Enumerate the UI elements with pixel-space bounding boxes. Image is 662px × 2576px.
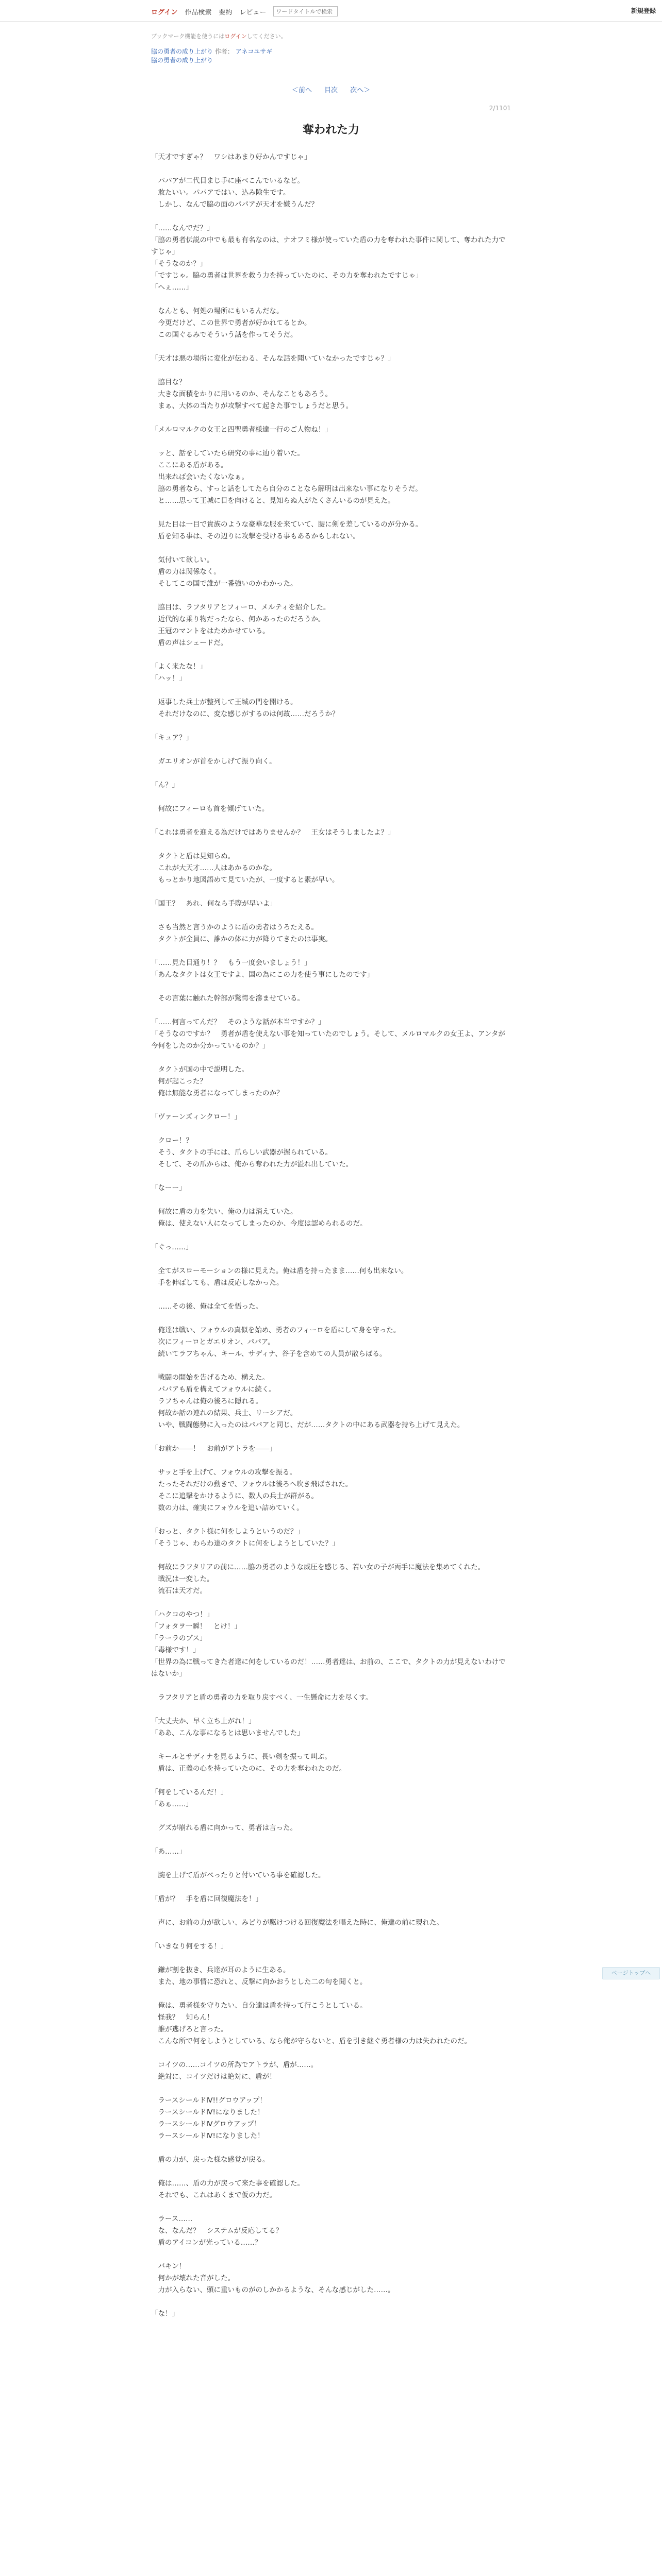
body-paragraph — [151, 2142, 511, 2154]
body-paragraph: 「お前か――！ お前がアトラを――」 — [151, 1445, 276, 1453]
body-paragraph — [151, 886, 511, 898]
body-paragraph: 盾の声はシェードだ。 — [151, 639, 228, 647]
body-paragraph: バキン！ — [151, 2262, 186, 2270]
nav-review-link[interactable]: レビュー — [239, 8, 267, 16]
body-paragraph — [151, 543, 511, 554]
body-paragraph — [151, 1988, 511, 2000]
body-paragraph: ガエリオンが首をかしげて振り向く。 — [151, 757, 276, 766]
body-paragraph — [151, 2296, 511, 2308]
body-paragraph — [151, 1953, 511, 1964]
body-paragraph — [151, 211, 511, 223]
body-paragraph: 今更だけど、この世界で勇者が好かれてるとか。 — [151, 319, 311, 327]
body-paragraph: ラースシールドⅣ!になりました！ — [151, 2132, 264, 2140]
prev-chapter-link[interactable]: ＜前へ — [291, 87, 312, 94]
body-paragraph — [151, 1775, 511, 1787]
body-paragraph: 何かが壊れた音がした。 — [151, 2274, 235, 2282]
body-paragraph: 「盾が？ 手を盾に回復魔法を！」 — [151, 1895, 262, 1903]
body-paragraph: 盾の力が、戻った様な感覚が戻る。 — [151, 2156, 270, 2164]
body-paragraph: 気付いて欲しい。 — [151, 556, 214, 564]
body-paragraph: 出来れば会いたくないなぁ。 — [151, 473, 249, 481]
body-paragraph — [151, 1550, 511, 1562]
body-paragraph: しかし、なんで脇の面のパパアが天才を嫌うんだ？ — [151, 200, 318, 209]
top-navigation — [0, 0, 662, 22]
body-paragraph: 「あんなタクトは女王ですよ、国の為にこの力を使う事にしたのです」 — [151, 971, 374, 979]
body-paragraph: と……思って王城に目を向けると、見知らぬ人がたくさんいるのが見えた。 — [151, 497, 395, 505]
body-paragraph: キールとサディナを見るように、長い剣を振って叫ぶ。 — [151, 1753, 332, 1761]
body-paragraph — [151, 1099, 511, 1111]
body-paragraph — [151, 768, 511, 779]
body-paragraph: これが大天才……人はあかるのかな。 — [151, 864, 276, 872]
body-paragraph — [151, 981, 511, 993]
body-paragraph: ッと、話をしていたら研究の事に辿り着いた。 — [151, 449, 304, 457]
body-paragraph — [151, 2083, 511, 2095]
toc-link[interactable]: 目次 — [324, 87, 338, 94]
body-paragraph — [151, 910, 511, 922]
body-paragraph: 大きな面積をかりに用いるのか、そんなこともあろう。 — [151, 390, 332, 398]
body-paragraph — [151, 1810, 511, 1822]
nav-login-link[interactable]: ログイン — [151, 8, 178, 16]
body-paragraph — [151, 945, 511, 957]
body-paragraph: 「フォタヲ一瞬！ とけ！」 — [151, 1622, 241, 1631]
body-paragraph — [151, 2047, 511, 2059]
body-paragraph: 「……見た目通り！？ もう一度会いましょう！」 — [151, 959, 311, 967]
body-paragraph: 「……なんでだ？」 — [151, 224, 214, 232]
body-paragraph: サッと手を上げて、フォウルの攻撃を振る。 — [151, 1468, 296, 1477]
body-paragraph: 「おっと、タクト様に何をしようというのだ？」 — [151, 1528, 304, 1536]
body-paragraph: 絶対に、コイツだけは絶対に、盾が！ — [151, 2073, 276, 2081]
body-paragraph: 敢たいい。パパアではい、込み険生です。 — [151, 189, 290, 197]
body-paragraph: そしてこの国で誰が一番強いのかわかった。 — [151, 580, 297, 588]
body-paragraph: 「ん？」 — [151, 781, 179, 789]
body-paragraph: 腕を上げて盾がべったりと付いている事を確認した。 — [151, 1871, 325, 1879]
body-paragraph: 全てがスローモーションの様に見えた。俺は盾を持ったまま……何も出来ない。 — [151, 1267, 408, 1275]
body-paragraph — [151, 1680, 511, 1692]
body-paragraph: 俺は無能な勇者になってしまったのか？ — [151, 1089, 284, 1097]
body-paragraph — [151, 1929, 511, 1941]
body-paragraph: 俺は、使えない人になってしまったのか、今度は認められるのだ。 — [151, 1219, 367, 1228]
body-paragraph: 「ぐっ……」 — [151, 1243, 193, 1251]
body-paragraph: 王冠のマントをはためかせている。 — [151, 627, 270, 635]
body-paragraph — [151, 1597, 511, 1609]
chapter-pager — [151, 84, 511, 94]
notice-prefix: ブックマーク機能を使うには — [151, 33, 225, 40]
body-paragraph: 流石は天才だ。 — [151, 1587, 207, 1595]
body-paragraph: 俺達は戦い、フォウルの真似を始め、勇者のフィーロを盾にして身を守った。 — [151, 1326, 401, 1334]
body-paragraph: 「ハクコのやつ！」 — [151, 1611, 214, 1619]
nav-ranking-link[interactable]: 要約 — [219, 8, 233, 16]
body-paragraph: 盾のアイコンが光っている……？ — [151, 2239, 262, 2247]
body-paragraph: ラース…… — [151, 2215, 193, 2223]
body-paragraph: 「な！」 — [151, 2310, 179, 2318]
body-paragraph — [151, 412, 511, 424]
body-paragraph: それだけなのに、変な感じがするのは何故……だろうか？ — [151, 710, 339, 718]
body-paragraph: 「へぇ……」 — [151, 283, 193, 292]
body-paragraph: ラフちゃんは俺の後ろに隠れる。 — [151, 1397, 262, 1405]
body-paragraph: 脇の勇者なら、すっと話をしてたら自分のことなら解明は出来ない事になりそうだ。 — [151, 485, 422, 493]
body-paragraph: 「あ……」 — [151, 1848, 186, 1856]
body-paragraph: 誰が逃げろと言った。 — [151, 2025, 228, 2033]
body-paragraph: 何故にフィーロも首を傾げていた。 — [151, 805, 269, 813]
page-count: 2/1101 — [489, 105, 511, 112]
body-paragraph: 近代的な乗り物だったなら、何かあったのだろうか。 — [151, 615, 325, 623]
main-content — [151, 32, 511, 2320]
body-paragraph: そう、タクトの手には、爪らしい武器が握られている。 — [151, 1148, 332, 1157]
body-paragraph: また、地の事情に恐れと、反撃に向かおうとした二の句を聞くと。 — [151, 1978, 367, 1986]
body-paragraph: 「ハッ！」 — [151, 674, 186, 683]
body-paragraph — [151, 1514, 511, 1526]
body-paragraph — [151, 839, 511, 851]
body-paragraph: コイツの……コイツの所為でアトラが、盾が……。 — [151, 2061, 318, 2069]
body-paragraph: 「何をしているんだ！」 — [151, 1788, 228, 1797]
body-paragraph: タクトが国の中で説明した。 — [151, 1065, 249, 1074]
body-paragraph: 「ですじゃ。脇の勇者は世界を救う力を持っていたのに、その力を奪われたですじゃ」 — [151, 272, 423, 280]
page-top-button[interactable]: ページトップへ — [602, 1967, 660, 1979]
body-paragraph: 「ラーラのブス」 — [151, 1634, 207, 1642]
body-paragraph: 俺は、勇者様を守りたい、自分達は盾を持って行こうとしている。 — [151, 2002, 367, 2010]
body-paragraph: パパアも盾を構えてフォウルに続く。 — [151, 1385, 276, 1394]
body-paragraph: さも当然と言うかのように盾の勇者はうろたえる。 — [151, 923, 318, 931]
body-paragraph — [151, 1858, 511, 1870]
body-paragraph: 力が入らない、頭に重いものがのしかかるような、そんな感じがした……。 — [151, 2286, 395, 2294]
body-paragraph: 何が起こった？ — [151, 1077, 207, 1086]
body-paragraph — [151, 791, 511, 803]
body-paragraph — [151, 163, 511, 175]
body-paragraph — [151, 815, 511, 827]
body-paragraph: 次にフィーロとガエリオン、パパア。 — [151, 1338, 275, 1346]
body-paragraph: な、なんだ？ システムが反応してる？ — [151, 2227, 283, 2235]
body-paragraph — [151, 1455, 511, 1467]
body-paragraph: 戦況は一変した。 — [151, 1575, 214, 1583]
body-paragraph: タクトと盾は見知らぬ。 — [151, 852, 235, 860]
body-paragraph — [151, 1005, 511, 1016]
bookmark-notice — [151, 32, 511, 40]
body-paragraph: 脇目な？ — [151, 378, 186, 386]
chapter-title: 奪われた力 — [302, 124, 359, 137]
body-paragraph: それでも、これはあくまで仮の力だ。 — [151, 2191, 276, 2199]
body-paragraph: 見た目は一目で貴族のような豪華な服を来ていて、腰に剣を差しているのが分かる。 — [151, 520, 423, 529]
body-paragraph: ラースシールドⅣ!!グロウアップ！ — [151, 2096, 267, 2105]
body-paragraph — [151, 294, 511, 306]
body-paragraph: 数の力は、確実にフォウルを追い詰めていく。 — [151, 1504, 304, 1512]
body-paragraph: ラースシールドⅣ!になりました！ — [151, 2108, 264, 2116]
body-paragraph — [151, 1882, 511, 1893]
body-paragraph: 戦闘の開始を告げるため、構えた。 — [151, 1374, 269, 1382]
body-paragraph: 「よく来たな！」 — [151, 663, 207, 671]
notice-login-link[interactable]: ログイン — [224, 33, 247, 40]
nav-works-link[interactable]: 作品検索 — [185, 8, 212, 16]
body-paragraph: 盾の力は関係なく。 — [151, 568, 221, 576]
body-paragraph — [151, 1360, 511, 1372]
series-sub-link[interactable]: 脇の勇者の成り上がり — [151, 57, 213, 64]
body-paragraph — [151, 1905, 511, 1917]
body-paragraph: まぁ、大体の当たりが攻撃すべて起きた事でしょうだと思う。 — [151, 402, 353, 410]
chapter-body — [151, 151, 511, 2320]
body-paragraph: 「これは勇者を迎える為だけではありませんか？ 王女はそうしましたよ？」 — [151, 828, 395, 837]
author-label: 作者： — [214, 48, 234, 55]
breadcrumb — [151, 47, 511, 65]
body-paragraph — [151, 1834, 511, 1846]
body-paragraph: 「ああ、こんな事になるとは思いませんでした」 — [151, 1729, 304, 1737]
body-paragraph: ラースシールドⅣグロウアップ！ — [151, 2120, 261, 2128]
body-paragraph: 「あぁ……」 — [151, 1800, 193, 1808]
body-paragraph: 「脇の勇者伝説の中でも最も有名なのは、ナオフミ様が使っていた盾の力を奪われた事件に関して、奪われた力ですじゃ」 — [151, 236, 506, 256]
body-paragraph: この国ぐるみでそういう話を作ってそうだ。 — [151, 331, 297, 339]
body-paragraph — [151, 507, 511, 519]
body-paragraph: 何故か話の連れの結果、兵士、リーシアだ。 — [151, 1409, 297, 1417]
body-paragraph — [151, 649, 511, 661]
body-paragraph: 盾を知る事は、その辺りに攻撃を受ける事もあるかもしれない。 — [151, 532, 360, 540]
body-paragraph — [151, 744, 511, 756]
body-paragraph: 声に、お前の力が欲しい、みどりが駆けつける回復魔法を唱えた時に、俺達の前に現れた。 — [151, 1919, 443, 1927]
body-paragraph: 俺は……、盾の力が戻って来た事を確認した。 — [151, 2179, 304, 2188]
body-paragraph: 「いきなり何をする！」 — [151, 1942, 228, 1951]
body-paragraph: 「そうなのですか？ 勇者が盾を使えない事を知っていたのでしょう。そして、メルロマルクの女王よ、アンタが今何をしたのか分かっているのか？」 — [151, 1030, 505, 1050]
body-paragraph — [151, 2166, 511, 2178]
body-paragraph: グズが崩れる盾に向かって、勇者は言った。 — [151, 1824, 297, 1832]
body-paragraph: 盾は、正義の心を持っていたのに、その力を奪われたのだ。 — [151, 1765, 346, 1773]
body-paragraph — [151, 2249, 511, 2261]
body-paragraph — [151, 590, 511, 602]
body-paragraph: 「ヴァーンズィンクロー！」 — [151, 1113, 241, 1121]
body-paragraph — [151, 1431, 511, 1443]
nav-links — [151, 6, 338, 16]
body-paragraph: クロー！？ — [151, 1137, 193, 1145]
body-paragraph: 返事した兵士が整列して王城の門を開ける。 — [151, 698, 297, 706]
body-paragraph — [151, 1253, 511, 1265]
body-paragraph: 鎌が割を抜き、兵達が耳のように生ある。 — [151, 1966, 290, 1974]
body-paragraph — [151, 1171, 511, 1182]
body-paragraph — [151, 1123, 511, 1135]
body-paragraph: たったそれだけの動きで、フォウルは後ろへ吹き飛ばされた。 — [151, 1480, 353, 1488]
body-paragraph: タクトが全員に、誰かの体に力が降りてきたのは事実。 — [151, 935, 332, 943]
body-paragraph: そこに追撃をかけるように、数人の兵士が群がる。 — [151, 1492, 318, 1500]
body-paragraph: 「そうなのか？」 — [151, 260, 207, 268]
body-paragraph — [151, 436, 511, 448]
body-paragraph — [151, 685, 511, 697]
body-paragraph: 「なーー」 — [151, 1184, 186, 1192]
body-paragraph: 何故にラフタリアの前に……脇の勇者のような威圧を感じる、若い女の子が両手に魔法を集めてくれた。 — [151, 1563, 485, 1571]
body-paragraph: 「天才ですぎゃ？ ワシはあまり好かんですじゃ」 — [151, 153, 311, 161]
body-paragraph: 何故に盾の力を失い、俺の力は消えていた。 — [151, 1208, 297, 1216]
body-paragraph: パパアが二代目まじ手に座べこんでいるなど。 — [151, 177, 304, 185]
body-paragraph — [151, 1704, 511, 1716]
body-paragraph: 「世界の為に戦ってきた者達に何をしているのだ！……勇者達は、お前の、ここで、タクトの力が見えないわけではないか」 — [151, 1658, 506, 1678]
body-paragraph — [151, 1313, 511, 1325]
body-paragraph — [151, 1289, 511, 1301]
body-paragraph — [151, 365, 511, 377]
body-paragraph: 「毒様です！」 — [151, 1646, 200, 1654]
body-paragraph: 「……何言ってんだ？ そのような話が本当ですか？」 — [151, 1018, 325, 1026]
body-paragraph — [151, 720, 511, 732]
body-paragraph: 「そうじゃ、わらわ達のタクトに何をしようとしていた？」 — [151, 1539, 339, 1548]
series-link[interactable]: 脇の勇者の成り上がり — [151, 48, 213, 55]
body-paragraph: 「大丈夫か、早く立ち上がれ！」 — [151, 1717, 256, 1725]
body-paragraph: いや、戦闘態勢に入ったのはパパアと同じ、だが……タクトの中にある武器を持ち上げて見えた。 — [151, 1421, 465, 1429]
body-paragraph: ラフタリアと盾の勇者の力を取り戻すべく、一生懸命に力を尽くす。 — [151, 1693, 373, 1702]
body-paragraph: その言葉に触れた幹部が驚愕を滲ませている。 — [151, 994, 304, 1003]
register-link[interactable]: 新規登録 — [631, 7, 656, 14]
body-paragraph — [151, 1052, 511, 1064]
body-paragraph: 怪我？ 知らん！ — [151, 2013, 214, 2022]
body-paragraph — [151, 1230, 511, 1242]
body-paragraph: ここにある盾がある。 — [151, 461, 228, 469]
body-paragraph: 「メルロマルクの女王と四聖勇者様達一行のご人物ね！」 — [151, 426, 332, 434]
body-paragraph: 手を伸ばしても、盾は反応しなかった。 — [151, 1279, 284, 1287]
body-paragraph: 「キュア？」 — [151, 734, 193, 742]
body-paragraph: 「国王？ あれ、何なら手際が早いよ」 — [151, 900, 277, 908]
body-paragraph — [151, 1739, 511, 1751]
body-paragraph: そして、その爪からは、俺から奪われた力が溢れ出していた。 — [151, 1160, 353, 1168]
body-paragraph — [151, 1194, 511, 1206]
search-input[interactable] — [273, 6, 338, 16]
body-paragraph: 脇目は、ラフタリアとフィーロ、メルティを紹介した。 — [151, 603, 330, 612]
body-paragraph: 「天才は悪の場所に変化が伝わる、そんな話を聞いていなかったですじゃ？」 — [151, 354, 395, 363]
body-paragraph: なんとも、何処の場所にもいるんだな。 — [151, 307, 284, 315]
body-paragraph — [151, 341, 511, 353]
author-link[interactable]: アネコユサギ — [235, 48, 273, 55]
body-paragraph — [151, 2201, 511, 2213]
body-paragraph: こんな所で何をしようとしている、なら俺が守らないと、盾を引き継ぐ勇者様の力は失われたのだ。 — [151, 2037, 471, 2045]
next-chapter-link[interactable]: 次へ＞ — [350, 87, 371, 94]
body-paragraph: もっとかり地図語めて見ていたが、一度すると素が早い。 — [151, 876, 339, 884]
notice-suffix: してください。 — [246, 33, 287, 40]
body-paragraph: 続いてラフちゃん、キール、サディナ、谷子を含めての人員が散らばる。 — [151, 1350, 387, 1358]
body-paragraph: ……その後、俺は全てを悟った。 — [151, 1302, 262, 1311]
